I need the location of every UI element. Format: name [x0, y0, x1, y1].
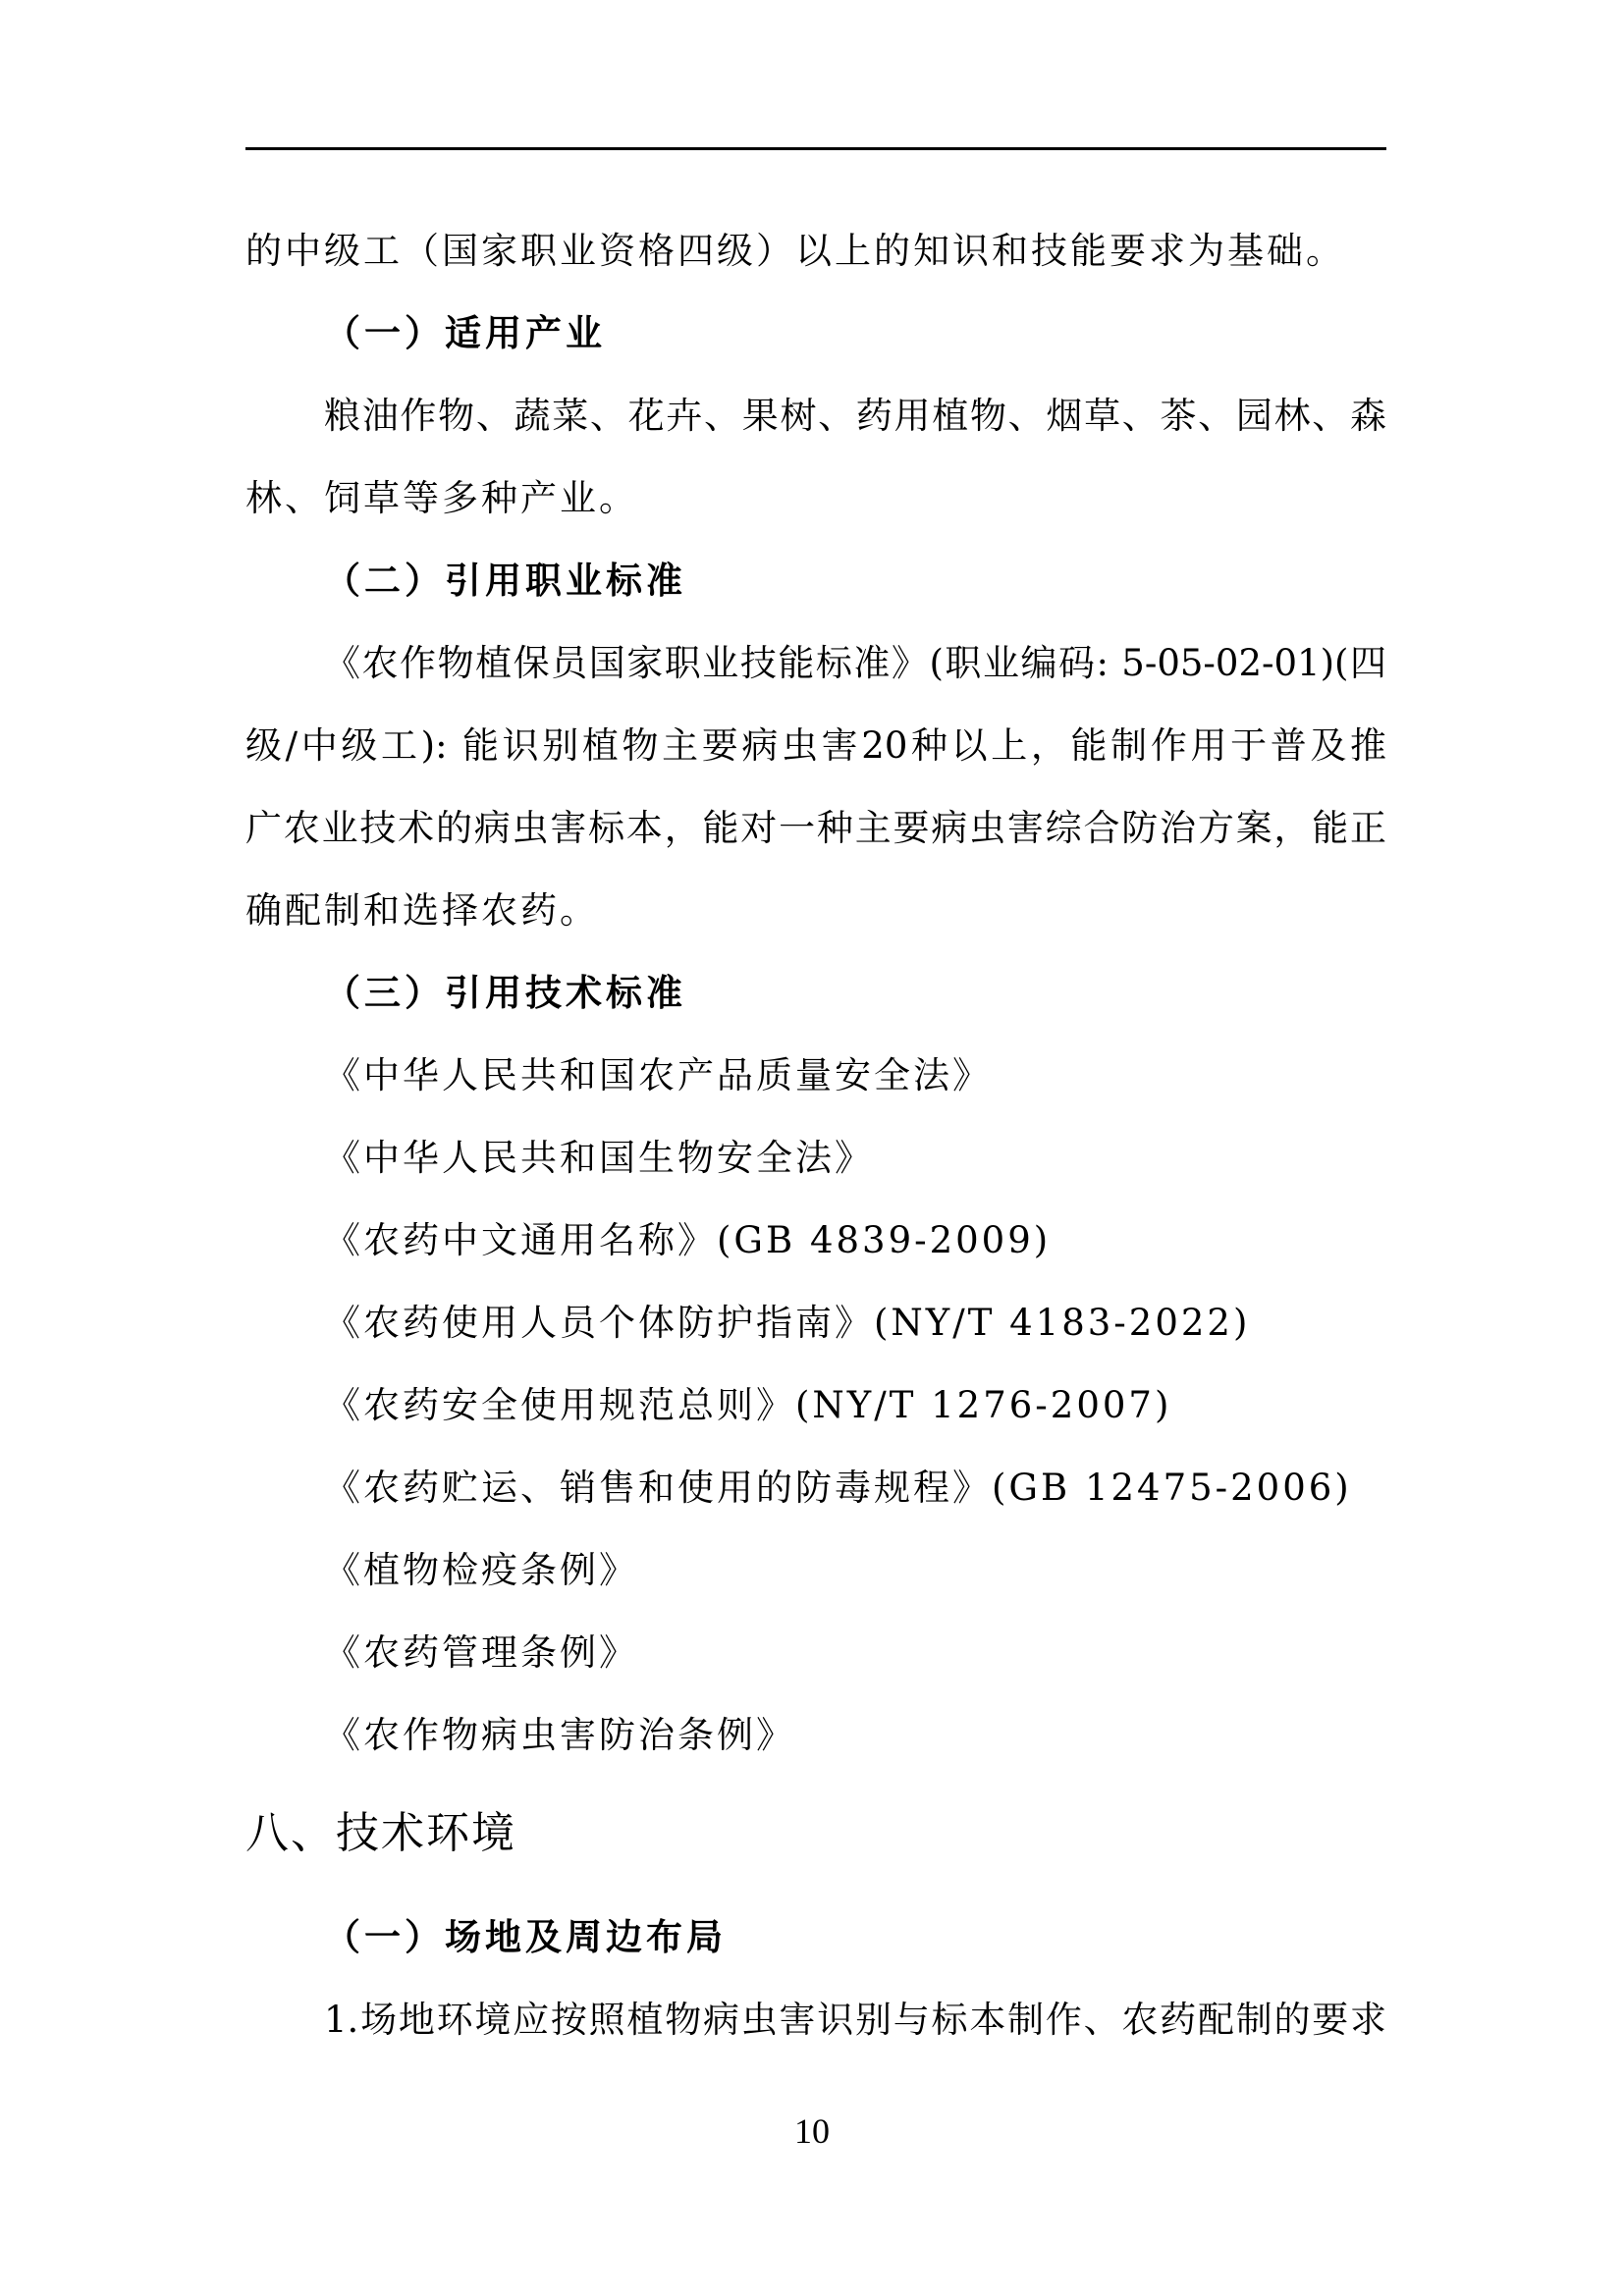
paragraph-occupational-line3: 广农业技术的病虫害标本，能对一种主要病虫害综合防治方案，能正 [245, 807, 1386, 849]
reference-item: 《中华人民共和国农产品质量安全法》 [324, 1054, 992, 1096]
paragraph-occupational-line4: 确配制和选择农药。 [245, 889, 599, 932]
paragraph-occupational-line1: 《农作物植保员国家职业技能标准》(职业编码: 5-05-02-01)(四 [324, 642, 1386, 684]
paragraph-continuation: 的中级工（国家职业资格四级）以上的知识和技能要求为基础。 [245, 230, 1345, 272]
paragraph-industries-line1: 粮油作物、蔬菜、花卉、果树、药用植物、烟草、茶、园林、森 [324, 395, 1386, 437]
paragraph-site-line1: 1.场地环境应按照植物病虫害识别与标本制作、农药配制的要求 [324, 1999, 1386, 2041]
reference-item: 《农药使用人员个体防护指南》(NY/T 4183-2022) [324, 1302, 1251, 1344]
paragraph-occupational-line2: 级/中级工): 能识别植物主要病虫害20种以上，能制作用于普及推 [245, 724, 1386, 767]
paragraph-industries-line2: 林、饲草等多种产业。 [245, 477, 638, 519]
reference-item: 《植物检疫条例》 [324, 1549, 638, 1591]
reference-item: 《农药管理条例》 [324, 1631, 638, 1674]
subheading-applicable-industries: （一）适用产业 [324, 312, 606, 354]
subheading-occupational-standards: （二）引用职业标准 [324, 560, 686, 602]
reference-item: 《农药安全使用规范总则》(NY/T 1276-2007) [324, 1384, 1172, 1426]
subheading-site-layout: （一）场地及周边布局 [324, 1916, 727, 1958]
page-number: 10 [794, 2111, 830, 2151]
chapter-heading: 八、技术环境 [245, 1808, 516, 1858]
subheading-technical-standards: （三）引用技术标准 [324, 972, 686, 1014]
reference-item: 《农药贮运、销售和使用的防毒规程》(GB 12475-2006) [324, 1467, 1352, 1509]
reference-item: 《农作物病虫害防治条例》 [324, 1714, 795, 1756]
header-rule [245, 147, 1386, 150]
reference-item: 《中华人民共和国生物安全法》 [324, 1137, 874, 1179]
reference-item: 《农药中文通用名称》(GB 4839-2009) [324, 1219, 1052, 1261]
